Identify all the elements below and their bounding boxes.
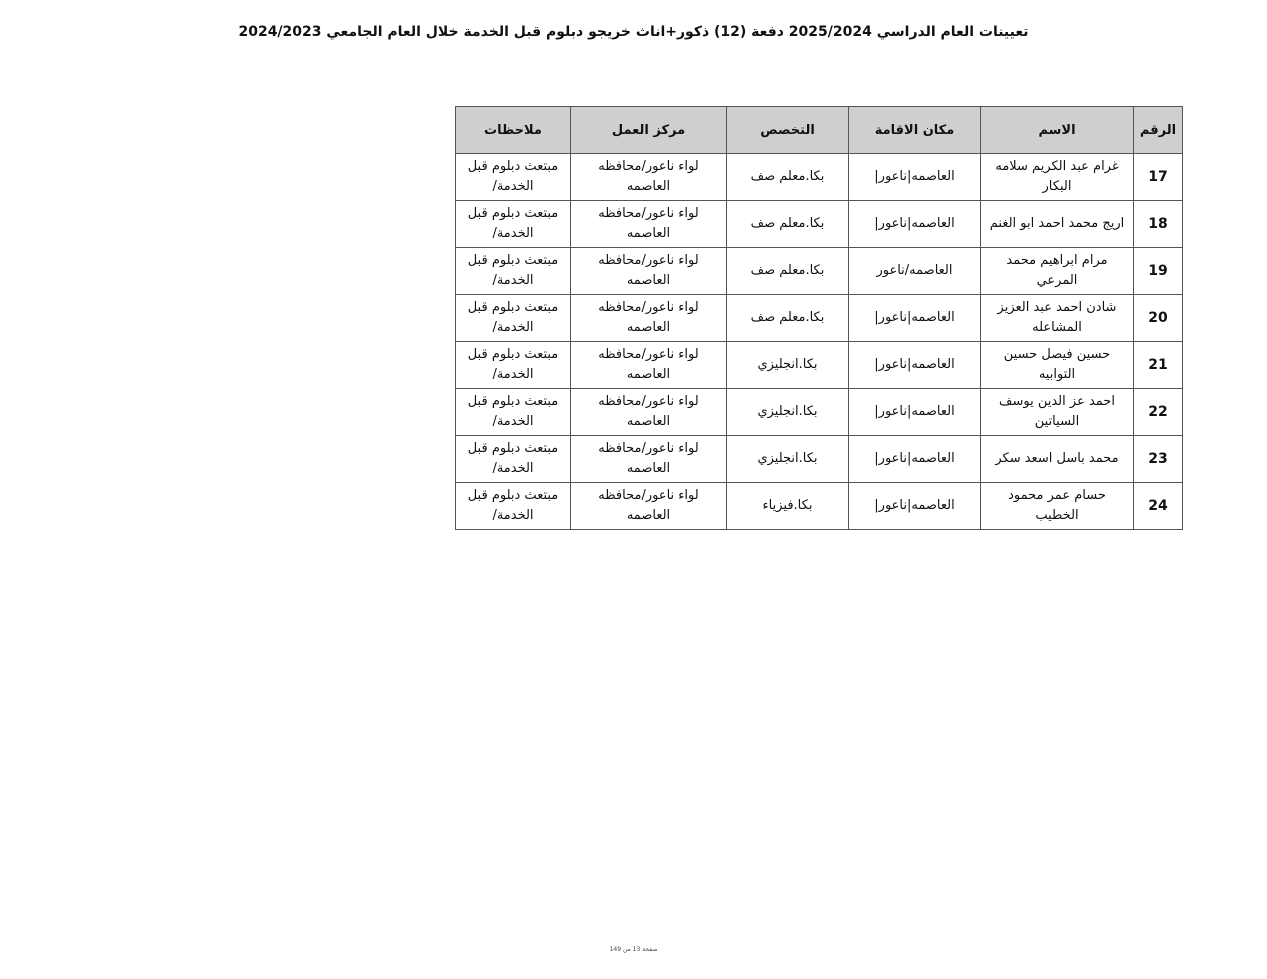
cell-notes: مبتعث دبلوم قبل الخدمة/ xyxy=(456,389,571,436)
cell-specialization: بكا.انجليزي xyxy=(727,436,849,483)
cell-work-center: لواء ناعور/محافظه العاصمه xyxy=(571,389,727,436)
header-notes: ملاحظات xyxy=(456,107,571,154)
table-row xyxy=(456,389,1183,436)
table-header-row xyxy=(456,107,1183,154)
cell-name: غرام عبد الكريم سلامه البكار xyxy=(981,154,1134,201)
cell-name: اريج محمد احمد ابو الغنم xyxy=(981,201,1134,248)
cell-notes: مبتعث دبلوم قبل الخدمة/ xyxy=(456,436,571,483)
cell-work-center: لواء ناعور/محافظه العاصمه xyxy=(571,342,727,389)
cell-notes: مبتعث دبلوم قبل الخدمة/ xyxy=(456,248,571,295)
cell-num: 23 xyxy=(1134,436,1183,483)
cell-name: شادن احمد عبد العزيز المشاعله xyxy=(981,295,1134,342)
cell-residence: العاصمه|ناعور| xyxy=(849,342,981,389)
cell-name: مرام ابراهيم محمد المرعي xyxy=(981,248,1134,295)
cell-notes: مبتعث دبلوم قبل الخدمة/ xyxy=(456,201,571,248)
cell-notes: مبتعث دبلوم قبل الخدمة/ xyxy=(456,295,571,342)
cell-residence: العاصمه|ناعور| xyxy=(849,483,981,530)
cell-name: محمد باسل اسعد سكر xyxy=(981,436,1134,483)
cell-residence: العاصمه|ناعور| xyxy=(849,436,981,483)
table-row xyxy=(456,295,1183,342)
cell-specialization: بكا.انجليزي xyxy=(727,389,849,436)
cell-residence: العاصمه|ناعور| xyxy=(849,201,981,248)
cell-specialization: بكا.فيزياء xyxy=(727,483,849,530)
table-row xyxy=(456,248,1183,295)
table-row xyxy=(456,436,1183,483)
cell-num: 19 xyxy=(1134,248,1183,295)
cell-num: 24 xyxy=(1134,483,1183,530)
cell-num: 21 xyxy=(1134,342,1183,389)
cell-name: احمد عز الدين يوسف السياتين xyxy=(981,389,1134,436)
cell-residence: العاصمه/ناعور xyxy=(849,248,981,295)
cell-num: 17 xyxy=(1134,154,1183,201)
cell-notes: مبتعث دبلوم قبل الخدمة/ xyxy=(456,154,571,201)
table-row xyxy=(456,154,1183,201)
page-number-footer: صفحة 13 من 149 xyxy=(609,946,658,953)
cell-notes: مبتعث دبلوم قبل الخدمة/ xyxy=(456,483,571,530)
cell-num: 22 xyxy=(1134,389,1183,436)
table-row xyxy=(456,342,1183,389)
cell-num: 20 xyxy=(1134,295,1183,342)
cell-residence: العاصمه|ناعور| xyxy=(849,295,981,342)
cell-specialization: بكا.معلم صف xyxy=(727,154,849,201)
cell-work-center: لواء ناعور/محافظه العاصمه xyxy=(571,295,727,342)
header-specialization: التخصص xyxy=(727,107,849,154)
table-row xyxy=(456,483,1183,530)
cell-work-center: لواء ناعور/محافظه العاصمه xyxy=(571,483,727,530)
page-title: تعيينات العام الدراسي 2025/2024 دفعة (12) ذكور+اناث خريجو دبلوم قبل الخدمة خلال العام الجامعي 2024/2023 xyxy=(238,24,1029,40)
cell-name: حسين فيصل حسين التوابيه xyxy=(981,342,1134,389)
header-residence: مكان الاقامة xyxy=(849,107,981,154)
header-name: الاسم xyxy=(981,107,1134,154)
cell-residence: العاصمه|ناعور| xyxy=(849,154,981,201)
cell-work-center: لواء ناعور/محافظه العاصمه xyxy=(571,154,727,201)
appointments-table-container xyxy=(455,106,1182,530)
cell-specialization: بكا.معلم صف xyxy=(727,248,849,295)
cell-specialization: بكا.انجليزي xyxy=(727,342,849,389)
cell-residence: العاصمه|ناعور| xyxy=(849,389,981,436)
cell-name: حسام عمر محمود الخطيب xyxy=(981,483,1134,530)
cell-work-center: لواء ناعور/محافظه العاصمه xyxy=(571,436,727,483)
cell-notes: مبتعث دبلوم قبل الخدمة/ xyxy=(456,342,571,389)
appointments-table xyxy=(455,106,1183,530)
cell-specialization: بكا.معلم صف xyxy=(727,201,849,248)
cell-work-center: لواء ناعور/محافظه العاصمه xyxy=(571,248,727,295)
header-num: الرقم xyxy=(1134,107,1183,154)
cell-work-center: لواء ناعور/محافظه العاصمه xyxy=(571,201,727,248)
cell-specialization: بكا.معلم صف xyxy=(727,295,849,342)
table-row xyxy=(456,201,1183,248)
cell-num: 18 xyxy=(1134,201,1183,248)
header-work-center: مركز العمل xyxy=(571,107,727,154)
